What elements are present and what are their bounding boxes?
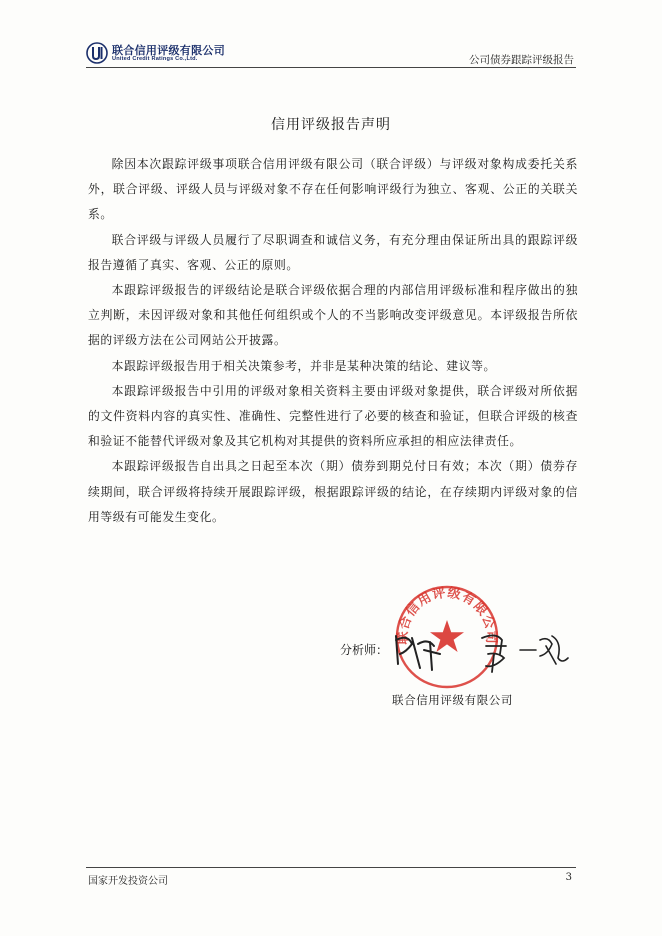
company-logo [86, 40, 236, 68]
header-divider [86, 67, 576, 68]
analyst-label: 分析师： [340, 643, 389, 657]
paragraph: 联合评级与评级人员履行了尽职调查和诚信义务，有充分理由保证所出具的跟踪评级报告遵循了真实、客观、公正的原则。 [88, 232, 578, 272]
paragraph: 本跟踪评级报告的评级结论是联合评级依据合理的内部信用评级标准和程序做出的独立判断，未因评级对象和其他任何组织或个人的不当影响改变评级意见。本评级报告所依据的评级方法在公司网站公开披露。 [88, 283, 578, 348]
paragraph: 本跟踪评级报告用于相关决策参考，并非是某种决策的结论、建议等。 [111, 358, 496, 373]
analyst-handwritten-signatures [390, 624, 575, 676]
report-type-label: 公司债券跟踪评级报告 [469, 54, 574, 66]
statement-body [88, 152, 578, 530]
page-header [0, 0, 662, 70]
logo-chinese-name: 联合信用评级有限公司 [112, 44, 225, 57]
paragraph: 本跟踪评级报告自出具之日起至本次（期）债券到期兑付日有效；本次（期）债券存续期间，联合评级将持续开展跟踪评级，根据跟踪评级的结论，在存续期内评级对象的信用等级有可能发生变化。 [88, 459, 578, 524]
page-number: 3 [565, 872, 572, 883]
signing-company-name: 联合信用评级有限公司 [392, 693, 513, 707]
page-title: 信用评级报告声明 [271, 117, 391, 133]
paragraph: 本跟踪评级报告中引用的评级对象相关资料主要由评级对象提供，联合评级对所依据的文件资料内容的真实性、准确性、完整性进行了必要的核查和验证，但联合评级的核查和验证不能替代评级对象及其它机构对其提供的资料所应承担的相应法律责任。 [88, 383, 578, 449]
footer-issuer-name: 国家开发投资公司 [88, 876, 168, 887]
united-credit-logo-icon [86, 42, 108, 64]
logo-english-name: United Credit Ratings Co.,Ltd. [112, 56, 198, 62]
footer-divider [86, 867, 576, 868]
paragraph: 除因本次跟踪评级事项联合信用评级有限公司（联合评级）与评级对象构成委托关系外，联合评级、评级人员与评级对象不存在任何影响评级行为独立、客观、公正的关联关系。 [88, 157, 578, 222]
svg-text:联合信用评级有限公司: 联合信用评级有限公司 [395, 585, 499, 645]
